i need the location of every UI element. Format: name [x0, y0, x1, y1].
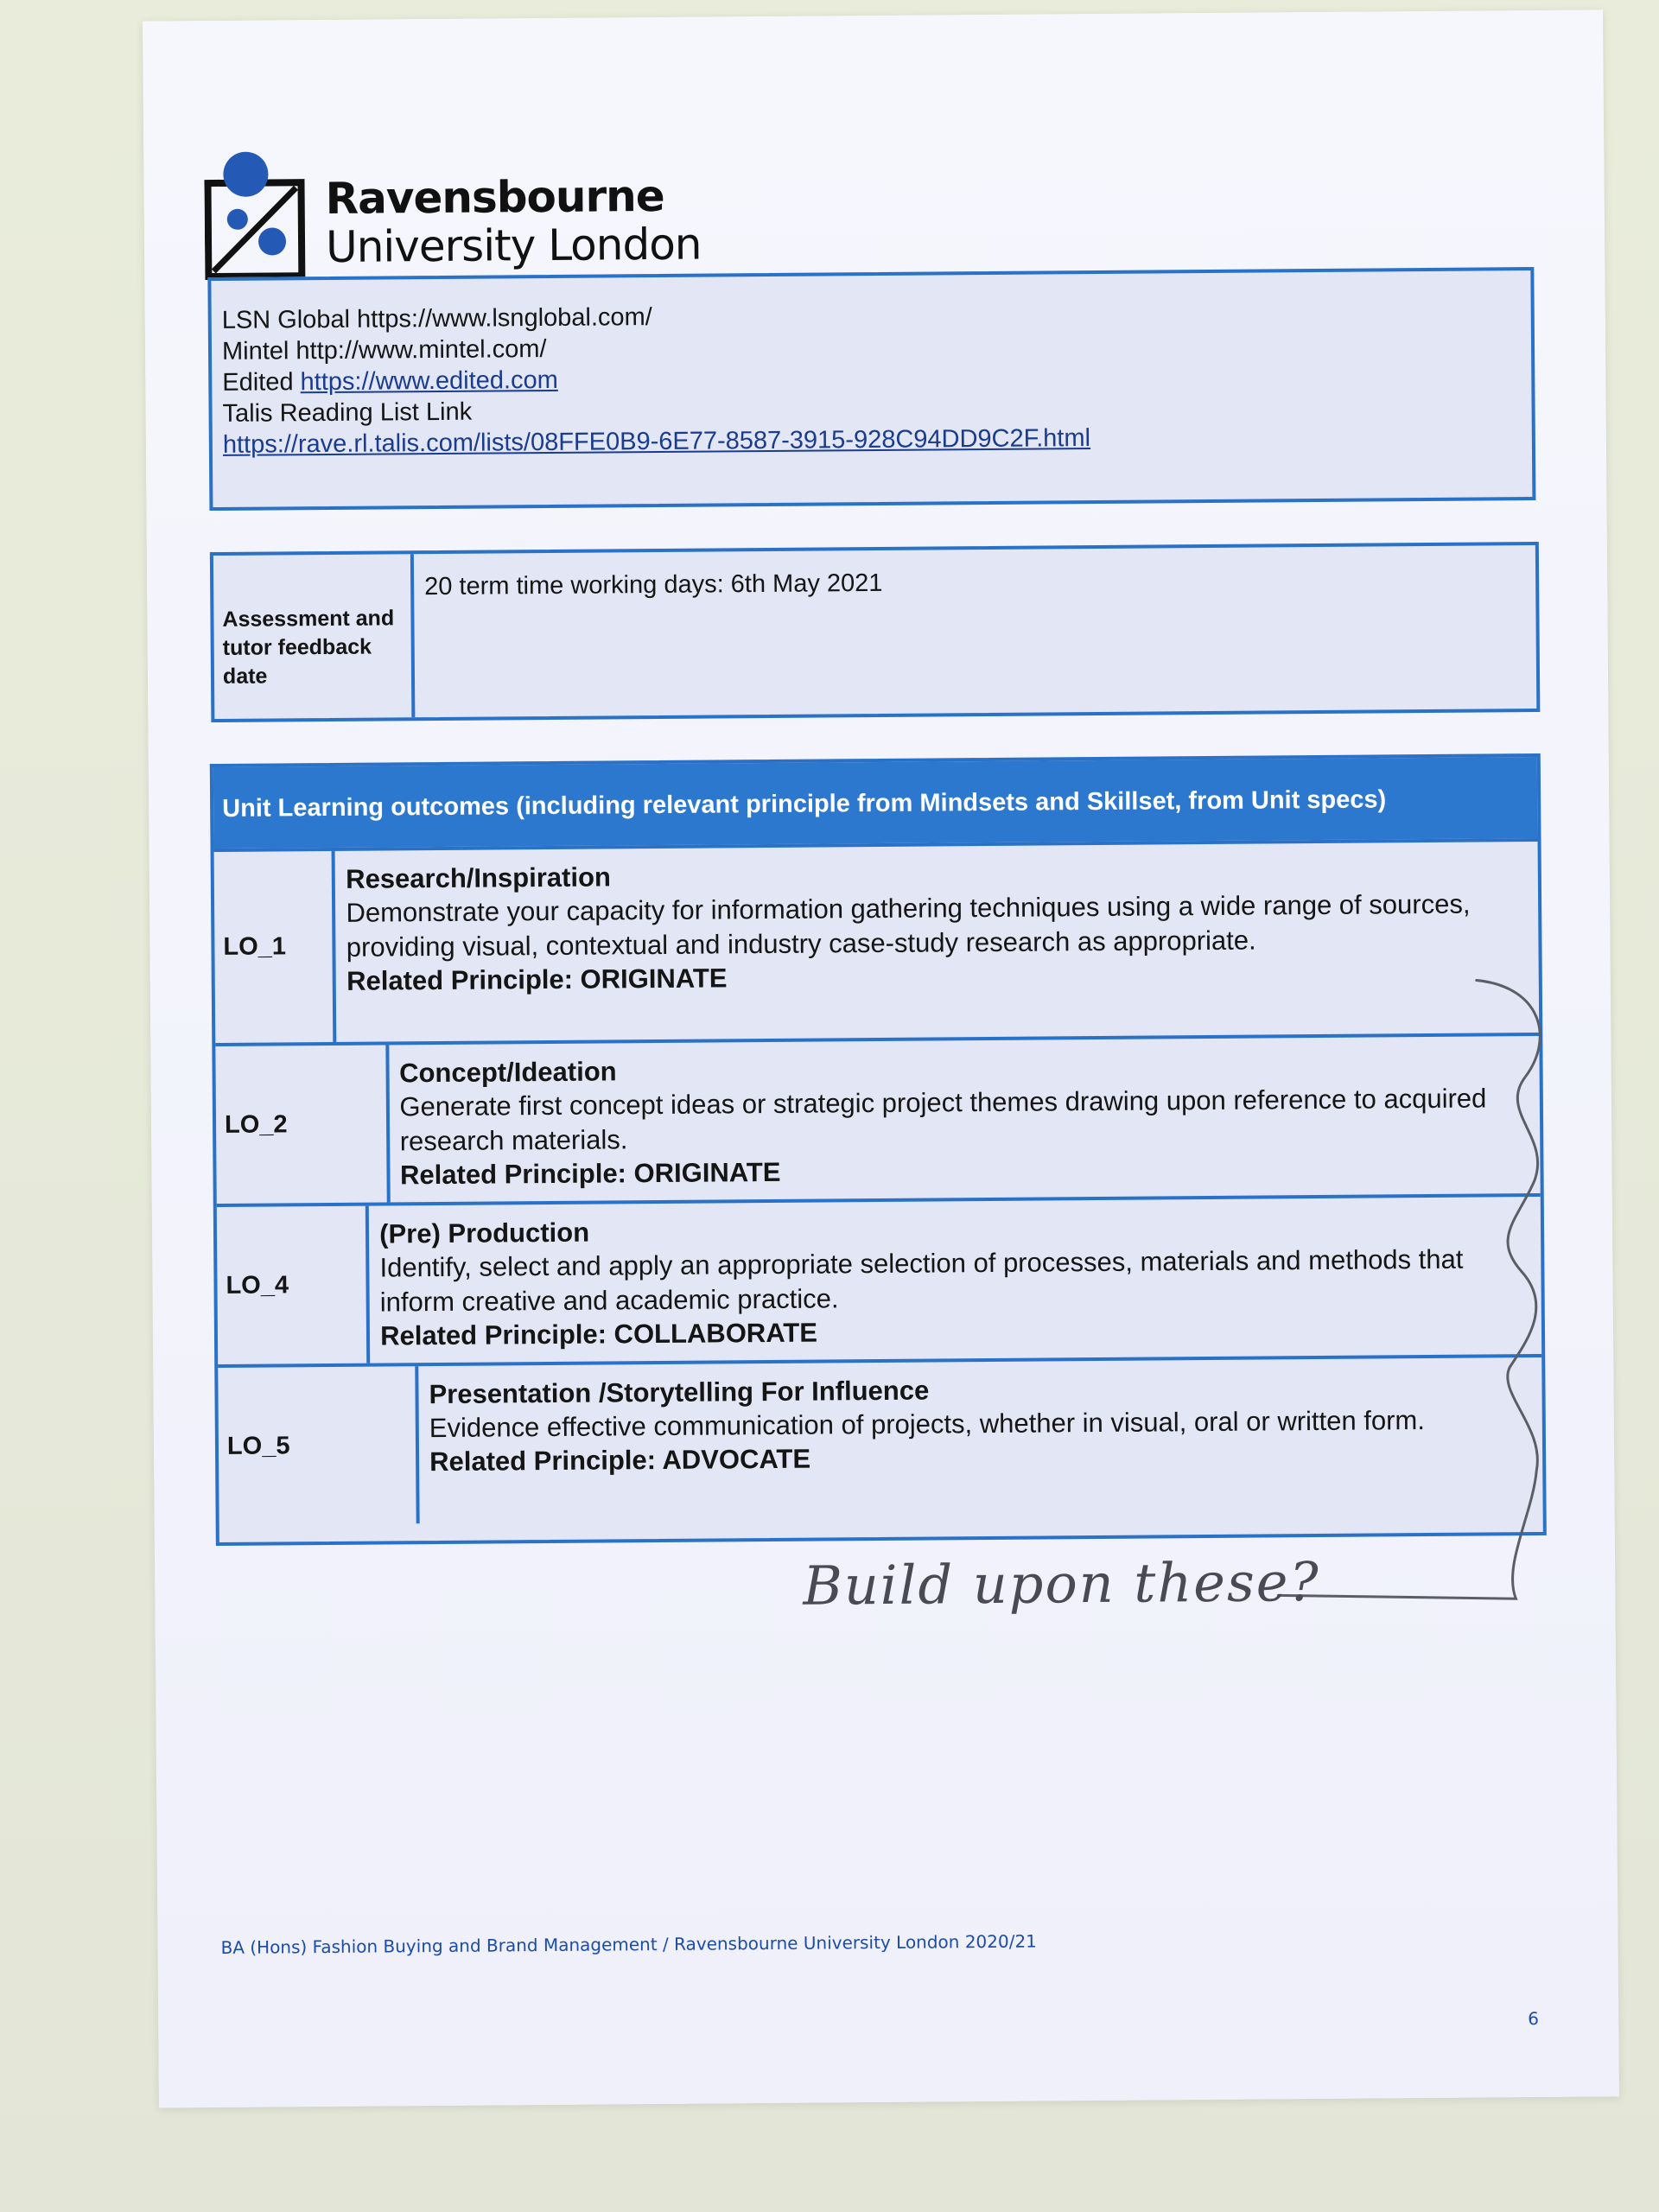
handwritten-note: Build upon these?: [802, 1549, 1320, 1618]
handwritten-bracket-annotation: [143, 10, 1619, 2107]
reference-edited-label: Edited: [222, 368, 301, 397]
talis-reading-list-link[interactable]: https://rave.rl.talis.com/lists/08FFE0B9-6E77-8587-3915-928C94DD9C2F.html: [222, 424, 1091, 459]
assessment-date-label: Assessment and tutor feedback date: [213, 554, 415, 719]
lo-title: Research/Inspiration: [346, 861, 612, 894]
document-page: [143, 10, 1619, 2107]
page-footer: BA (Hons) Fashion Buying and Brand Management / Ravensbourne University London 2020/21: [220, 1930, 1037, 1958]
lo-description: Demonstrate your capacity for information gathering techniques using a wide range of sources, providing visual, contextual and industry case-study research as appropriate.: [346, 888, 1471, 963]
reference-mintel: Mintel http://www.mintel.com/: [221, 334, 547, 365]
lo-id: LO_5: [218, 1366, 419, 1525]
logo-wordmark-line1: Ravensbourne: [325, 170, 664, 224]
lo-title: Presentation /Storytelling For Influence: [429, 1375, 930, 1410]
reference-lsn: LSN Global https://www.lsnglobal.com/: [221, 303, 652, 334]
logo-wordmark-line2: University London: [325, 219, 702, 272]
edited-link[interactable]: https://www.edited.com: [300, 365, 558, 397]
lo-description: Generate first concept ideas or strategic project themes drawing upon reference to acquired research materials.: [399, 1083, 1487, 1157]
lo-principle: Related Principle: COLLABORATE: [380, 1317, 818, 1351]
page-number: 6: [1528, 2008, 1540, 2030]
lo-principle: Related Principle: ORIGINATE: [399, 1156, 781, 1191]
lo-title: (Pre) Production: [379, 1217, 590, 1249]
lo-description: Identify, select and apply an appropriate selection of processes, materials and methods that inform creative and academic practice.: [379, 1243, 1464, 1318]
reference-talis-label: Talis Reading List Link: [222, 397, 473, 428]
lo-id: LO_2: [215, 1045, 390, 1204]
assessment-date-value: 20 term time working days: 6th May 2021: [424, 569, 883, 601]
lo-title: Concept/Ideation: [399, 1056, 617, 1089]
lo-principle: Related Principle: ORIGINATE: [346, 963, 728, 996]
lo-description: Evidence effective communication of projects, whether in visual, oral or written form.: [429, 1405, 1426, 1444]
learning-outcomes-header: Unit Learning outcomes (including relevant principle from Mindsets and Skillset, from Unit specs): [213, 757, 1538, 849]
lo-id: LO_4: [217, 1206, 371, 1364]
lo-principle: Related Principle: ADVOCATE: [429, 1443, 811, 1478]
lo-id: LO_1: [214, 851, 337, 1043]
